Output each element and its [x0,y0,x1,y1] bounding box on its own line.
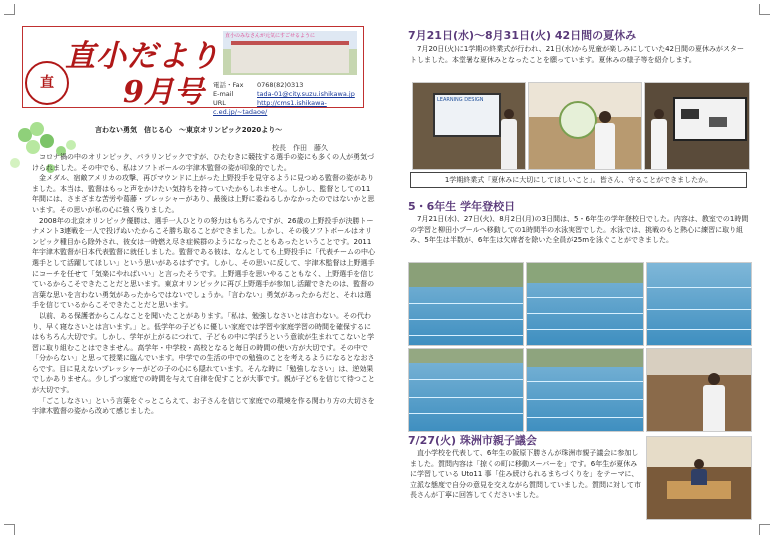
ceremony-photo-2 [528,82,642,170]
pool-photo-2 [526,262,644,346]
photo-building [231,41,349,73]
ceremony-caption: 1学期終業式「夏休みに大切にしてほしいこと」。皆さん、守ることができましたか。 [410,172,747,188]
crop-mark-top-right [759,4,770,15]
school-photo [223,31,357,75]
newsletter-issue: 9月号 [123,75,204,110]
summer-break-heading: 7月21日(水)～8月31日(火) 42日間の夏休み [408,29,637,42]
essay-paragraph: 以前、ある保護者からこんなことを聞いたことがあります。「私は、勉強しなさいとは言わない。その代わり、早く寝なさいとは言います。」と。低学年の子どもに優しい家庭では学習や家庭学習の時間を確保するにはもちろん大切です。しかし、学年が上がるにつれて、子どもの中に学ぼうという意欲が生まれてこないと学習に取り組むことはできません。高学年・中学校・高校となると毎日の時間の使い方が大切です。その中で「分からない」と思って授業に臨んでいます。中学での生活の中での勉強のことを考えるようになるとなおさらです。目に見えないプレッシャーがどの子の心にも隠れています。そんな時に「勉強しなさい」は、逆効果でしかありません。少しずつ家庭での時間を与えて自律を促すことが大事です。親が子どもを信じて待つことが大切です。 [32,311,375,395]
essay-paragraph: コロナ禍の中のオリンピック、パラリンピックですが、ひたむきに競技する選手の姿にも多くの人が勇気づけられました。その中でも、私はソフトボールの宇津木監督の姿が印象的でした。 [32,153,375,172]
essay-author: 校長 作田 藤久 [272,144,328,152]
contact-url[interactable]: URL http://cms1.ishikawa-c.ed.jp/~tadaoe/ [213,99,327,116]
contact-email[interactable]: E-mail tada-01@city.suzu.ishikawa.jp [213,90,355,98]
photo-caption: 直小のみなさんが元気にすごせるように [225,33,316,39]
crop-mark-bottom-left [4,524,15,535]
school-emblem-icon [25,61,69,105]
essay-paragraph: 2008年の北京オリンピック優勝は、選手一人ひとりの努力はもちろんですが、26歳の上野投手が決勝トーナメント3連戦を一人で投げぬいたからこそ勝ち取ることができました。しかし、その後ソフトボールはオリンピック種目から除外され、彼女は一時燃え尽き症候群のようになったこともあったということです。2011年宇津木監督が日本代表監督に就任しました。監督である彼は、なんとしても上野投手に「代表チームの中心選手として活躍してほしい」という思いがあるはずです。しかし、その思いに反して、宇津木監督は上野選手にコーチを任せて「気楽にやればいい」と言ったそうです。上野選手を思いやることもなく、上野選手を信じているからこそできたことだと思います。東京オリンピックに再び上野選手が参加し活躍できたのは、監督の言葉な思いを言わない勇気があったからではないでしょうか。「言わない」勇気があったからだと、それは選手を信じているからこそできたことだと思います。 [32,216,375,310]
emblem-character: 直 [40,75,54,91]
contact-info [213,81,363,117]
pool-photo-5 [526,348,644,432]
masthead [22,26,364,116]
pool-photo-1 [408,262,524,346]
assembly-heading: 7/27(火) 珠洲市親子議会 [408,434,537,447]
ceremony-photo-1 [412,82,526,170]
school-day-text: 7月21日(水)、27日(火)、8月2日(月)の3日間は、5・6年生の学年登校日でした。内容は、教室での1時間の学習と柳田小プールへ移動しての1時間半の水泳実習でした。水泳では、挑戦のもと熱心に練習に取り組み、5年生は半数が、6年生は欠席者を除いた全員が25mを泳ぐことができました。 [410,215,749,245]
school-day-heading: 5・6年生 学年登校日 [408,200,516,213]
presentation-screen: LEARNING DESIGN [433,93,501,137]
summer-break-text: 7月20日(火)に1学期の終業式が行われ、21日(水)から児童が楽しみにしていた42日間の夏休みがスタートしました。本堂暑な夏休みとなったことを願っています。夏休みの様子等を紹介します。 [410,45,744,64]
assembly-text: 直小学校を代表して、6年生の阪原下勝さんが珠洲市親子議会に参加しました。質問内容は「掠くの町に移動スーパーを」です。6年生が夏休みに学習している Uto11 事「住み続けられるまちづくりを」をテーマに、立派な態度で自分の意見を交えながら質問していました。質問に対して市長さんが丁寧に回答してくださいました。 [410,449,641,500]
essay-paragraph: 金メダル、宿敵アメリカの攻撃、再びマウンドに上がった上野投手を見守るように見つめる監督の姿がありました。本当は、監督はもっと声をかけたい気持ちを持っていたかもしれません。しかし、監督としての11年間には、さまざまな苦労や葛藤・プレッシャーがあり、最後は上野に委ねるしかなかったのではないかと思います。その思いが私の心に強く残りました。 [32,174,375,214]
essay-subtitle: 言わない勇気 信じる心 ～東京オリンピック2020より～ [95,126,283,134]
crop-mark-top-left [4,4,15,15]
essay-paragraph: 「ごこしなさい」という言葉をぐっとこらえて、お子さんを信じて家庭での環境を作る関わり方の大切さを宇津木監督の姿から改めて感じました。 [32,396,375,416]
essay-body [32,152,377,417]
crop-mark-bottom-right [759,524,770,535]
fan-sign [559,101,597,139]
ceremony-photo-3 [644,82,750,170]
newsletter-title: 直小だより [65,39,220,74]
contact-phone: 電話・Fax 0768(82)0313 [213,81,304,89]
pool-photo-3 [646,262,752,346]
council-photo [646,436,752,520]
slide-screen [673,97,747,141]
assembly-photo [646,348,752,432]
pool-photo-4 [408,348,524,432]
